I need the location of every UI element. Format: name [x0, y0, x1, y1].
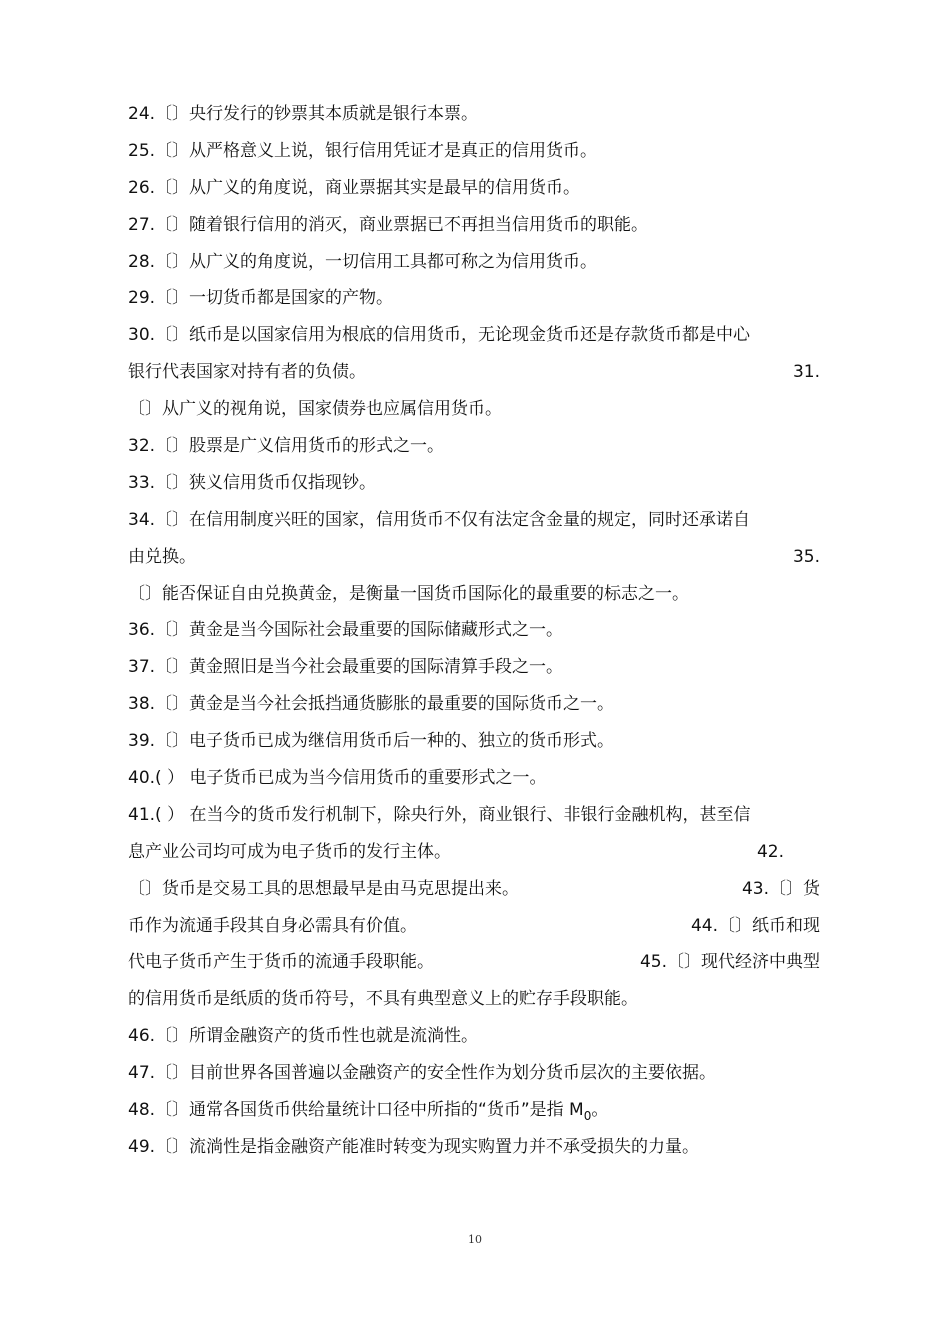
line-left-text: 〔〕货币是交易工具的思想最早是由马克思提出来。	[128, 878, 519, 899]
text-line-41: 41.( ） 在当今的货币发行机制下，除央行外，商业银行、非银行金融机构，甚至信	[128, 804, 751, 825]
text-line-47: 47.〔〕目前世界各国普遍以金融资产的安全性作为划分货币层次的主要依据。	[128, 1063, 717, 1084]
text-line-35: 〔〕能否保证自由兑换黄金，是衡量一国货币国际化的最重要的标志之一。	[128, 583, 689, 604]
line-tail: 。	[591, 1100, 609, 1121]
line-text: 48.〔〕通常各国货币供给量统计口径中所指的“货币”是指 M	[128, 1100, 584, 1121]
text-line-45-cont: 的信用货币是纸质的货币符号，不具有典型意义上的贮存手段职能。	[128, 989, 638, 1010]
line-left-text: 代电子货币产生于货币的流通手段职能。	[128, 952, 434, 973]
line-left-text: 币作为流通手段其自身必需具有价值。	[128, 915, 417, 936]
line-right-text: 31.	[792, 362, 820, 383]
text-line-46: 46.〔〕所谓金融资产的货币性也就是流淌性。	[128, 1026, 479, 1047]
text-line-37: 37.〔〕黄金照旧是当今社会最重要的国际清算手段之一。	[128, 657, 564, 678]
text-line-33: 33.〔〕狭义信用货币仅指现钞。	[128, 472, 377, 493]
text-line-38: 38.〔〕黄金是当今社会抵挡通货膨胀的最重要的国际货币之一。	[128, 694, 615, 715]
text-line-44-cont	[128, 944, 820, 981]
text-line-24: 24.〔〕央行发行的钞票其本质就是银行本票。	[128, 104, 479, 124]
line-right-text: 44.〔〕纸币和现	[690, 915, 820, 936]
line-right-text: 35.	[792, 546, 820, 567]
text-line-28: 28.〔〕从广义的角度说，一切信用工具都可称之为信用货币。	[128, 251, 598, 272]
text-line-40: 40.( ） 电子货币已成为当今信用货币的重要形式之一。	[128, 768, 547, 789]
line-left-text: 银行代表国家对持有者的负债。	[128, 362, 366, 383]
text-line-26: 26.〔〕从广义的角度说，商业票据其实是最早的信用货币。	[128, 177, 581, 198]
text-line-34-cont	[128, 539, 820, 576]
text-line-30: 30.〔〕纸币是以国家信用为根底的信用货币，无论现金货币还是存款货币都是中心	[128, 325, 751, 346]
text-line-25: 25.〔〕从严格意义上说，银行信用凭证才是真正的信用货币。	[128, 140, 598, 161]
line-right-text: 43.〔〕货	[741, 878, 820, 899]
text-line-36: 36.〔〕黄金是当今国际社会最重要的国际储藏形式之一。	[128, 620, 564, 641]
text-line-34: 34.〔〕在信用制度兴旺的国家，信用货币不仅有法定含金量的规定，同时还承诺自	[128, 509, 751, 530]
text-line-43-cont	[128, 908, 820, 945]
subscript-zero: 0	[583, 1109, 592, 1124]
text-line-27: 27.〔〕随着银行信用的消灭，商业票据已不再担当信用货币的职能。	[128, 214, 649, 235]
text-line-48	[128, 1092, 820, 1129]
text-line-29: 29.〔〕一切货币都是国家的产物。	[128, 288, 394, 309]
line-right-text: 42.	[756, 841, 784, 862]
text-line-41-cont	[128, 834, 820, 871]
line-left-text: 息产业公司均可成为电子货币的发行主体。	[128, 841, 451, 862]
line-left-text: 由兑换。	[128, 546, 196, 567]
text-line-30-cont	[128, 354, 820, 391]
text-line-49: 49.〔〕流淌性是指金融资产能准时转变为现实购置力并不承受损失的力量。	[128, 1136, 700, 1157]
page-number: 10	[468, 1233, 482, 1246]
line-right-text: 45.〔〕现代经济中典型	[639, 952, 820, 973]
question-list	[128, 96, 820, 1166]
text-line-42	[128, 871, 820, 908]
text-line-39: 39.〔〕电子货币已成为继信用货币后一种的、独立的货币形式。	[128, 731, 615, 752]
text-line-31: 〔〕从广义的视角说，国家债券也应属信用货币。	[128, 399, 502, 420]
text-line-32: 32.〔〕股票是广义信用货币的形式之一。	[128, 436, 445, 457]
